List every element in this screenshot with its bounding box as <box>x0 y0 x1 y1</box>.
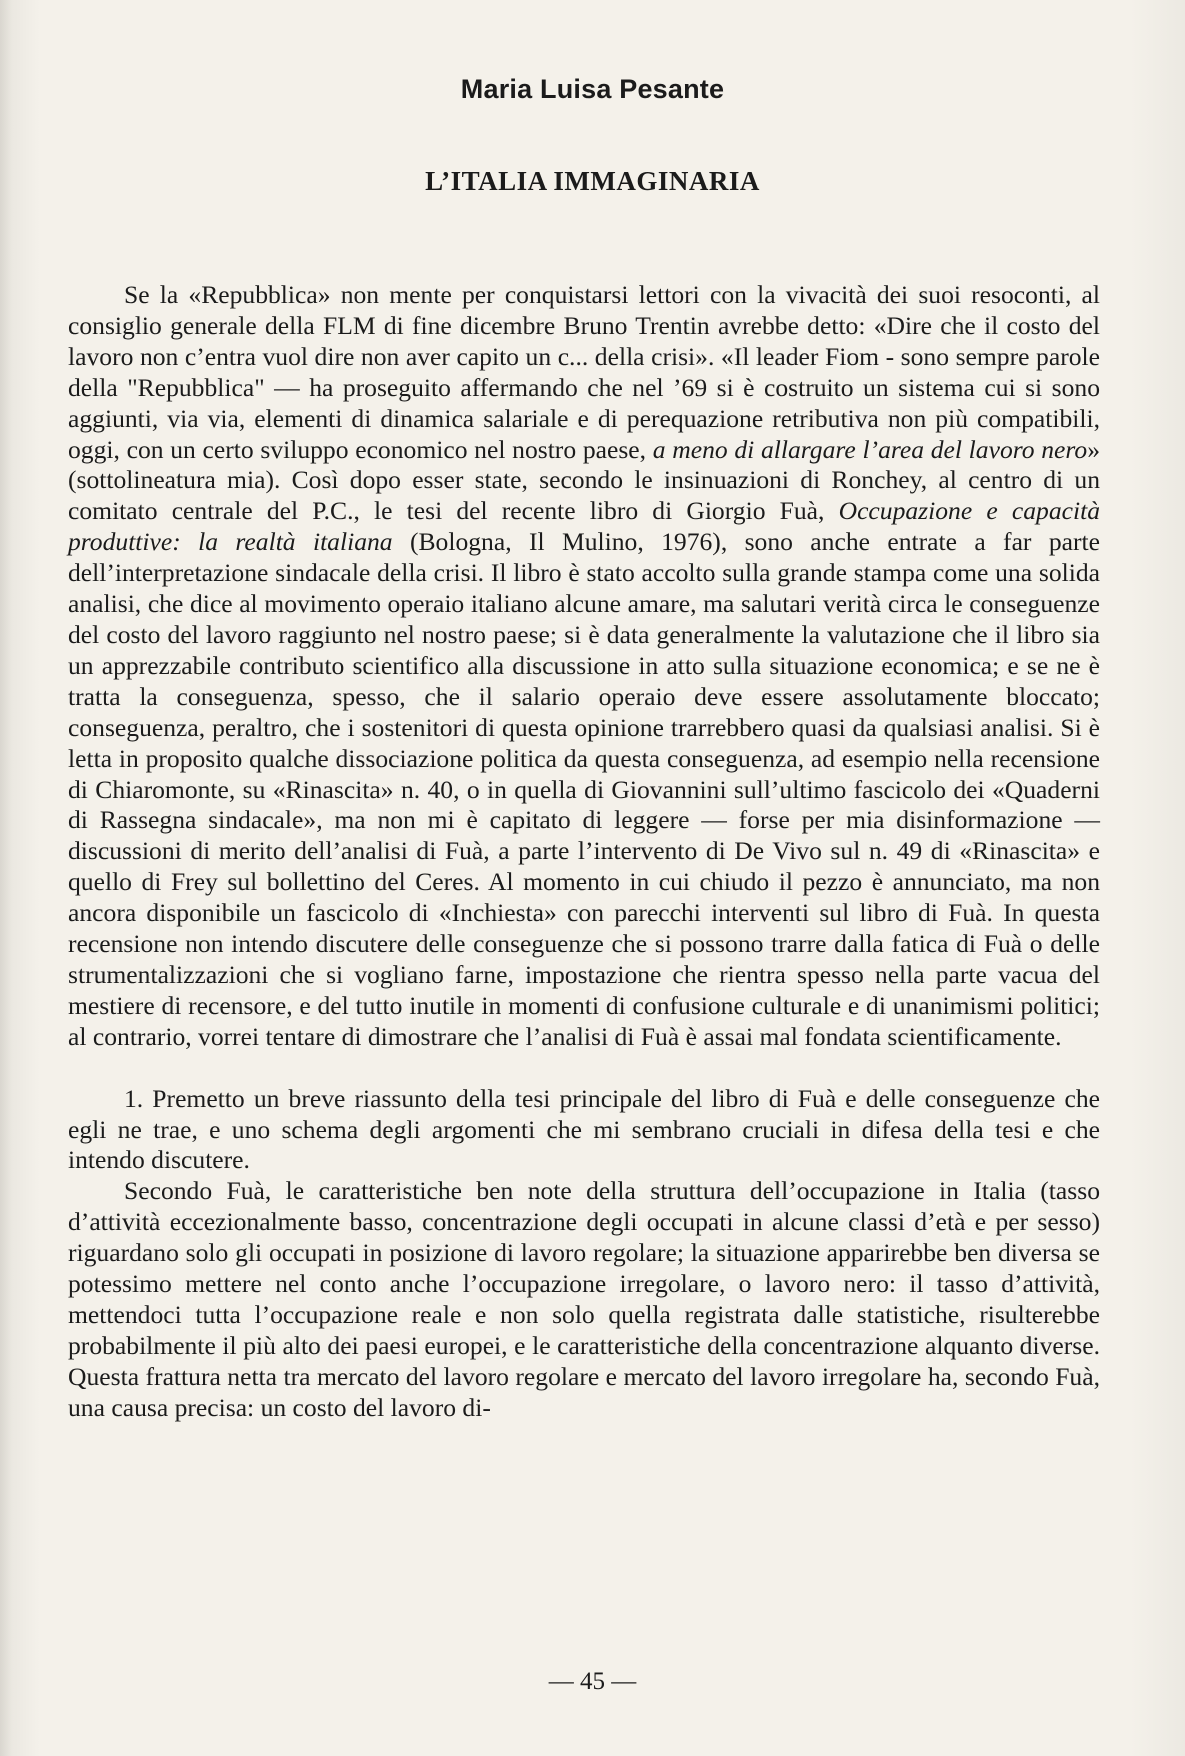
article-body <box>68 280 1100 1424</box>
paragraph-section-1: 1. Premetto un breve riassunto della tesi principale del libro di Fuà e delle conseguenze che egli ne trae, e uno schema degli argomenti che mi sembrano cruciali in difesa della tesi e che intendo discutere. <box>68 1083 1100 1175</box>
intro-text-2: » (sottolineatura mia). Così dopo esser state, secondo le insinuazioni di Ronchey, al centro di un comitato centrale del P.C., le tesi del recente libro di Giorgio Fuà, <box>68 434 1101 526</box>
paragraph-section-1-body: Secondo Fuà, le caratteristiche ben note della struttura dell’occupazione in Italia (tasso d’attività eccezionalmente basso, concentrazione degli occupati in alcune classi d’età e per sesso) riguardano solo gli occupati in posizione di lavoro regolare; la situazione apparirebbe ben diversa se potessimo mettere nel conto anche l’occupazione irregolare, o lavoro nero: il tasso d’attività, mettendoci tutta l’occupazione reale e non solo quella registrata dalle statistiche, risulterebbe probabilmente il più alto dei paesi europei, e le caratteristiche della concentrazione alquanto diverse. Questa frattura netta tra mercato del lavoro regolare e mercato del lavoro irregolare ha, secondo Fuà, una causa precisa: un costo del lavoro di- <box>68 1176 1100 1422</box>
intro-text-3: (Bologna, Il Mulino, 1976), sono anche entrate a far parte dell’interpretazione sindacale della crisi. Il libro è stato accolto sulla grande stampa come una solida analisi, che dice al movimento operaio italiano alcune amare, ma salutari verità circa le conseguenze del costo del lavoro raggiunto nel nostro paese; si è data generalmente la valutazione che il libro sia un apprezzabile contributo scientifico alla discussione in atto sulla situazione economica; e se ne è tratta la conseguenza, spesso, che il salario operaio deve essere assolutamente bloccato; conseguenza, peraltro, che i sostenitori di questa opinione trarrebbero quasi da qualsiasi analisi. Si è letta in proposito qualche dissociazione politica da questa conseguenza, ad esempio nella recensione di Chiaromonte, su «Rinascita» n. 40, o in quella di Giovannini sull’ultimo fascicolo dei «Quaderni di Rassegna sindacale», ma non mi è capitato di leggere — forse per mia disinformazione — discussioni di merito dell’analisi di Fuà, a parte l’intervento di De Vivo sul n. 49 di «Rinascita» e quello di Frey sul bollettino del Ceres. Al momento in cui chiudo il pezzo è annunciato, ma non ancora disponibile un fascicolo di «Inchiesta» con parecchi interventi sul libro di Fuà. In questa recensione non intendo discutere delle conseguenze che si possono trarre dalla fatica di Fuà o delle strumentalizzazioni che si vogliano farne, impostazione che rientra spesso nella parte vacua del mestiere di recensore, e del tutto inutile in momenti di confusione culturale e di unanimismi politici; al contrario, vorrei tentare di dimostrare che l’analisi di Fuà è assai mal fondata scientificamente. <box>68 527 1100 1051</box>
page-number: — 45 — <box>548 1668 637 1695</box>
book-title: Occupazione e capacità produttive: la realtà italiana <box>68 496 1100 557</box>
article-title: L’ITALIA IMMAGINARIA <box>425 166 760 196</box>
intro-italic-quote: a meno di allargare l’area del lavoro nero <box>652 434 1088 464</box>
paragraph-intro <box>68 280 1100 1053</box>
author-name: Maria Luisa Pesante <box>460 74 725 104</box>
intro-text-1: Se la «Repubblica» non mente per conquistarsi lettori con la vivacità dei suoi resoconti, al consiglio generale della FLM di fine dicembre Bruno Trentin avrebbe detto: «Dire che il costo del lavoro non c’entra vuol dire non aver capito un c... della crisi». «Il leader Fiom - sono sempre parole della "Repubblica" — ha proseguito affermando che nel ’69 si è costruito un sistema cui si sono aggiunti, via via, elementi di dinamica salariale e di perequazione retributiva non più compatibili, oggi, con un certo sviluppo economico nel nostro paese, <box>68 280 1100 464</box>
